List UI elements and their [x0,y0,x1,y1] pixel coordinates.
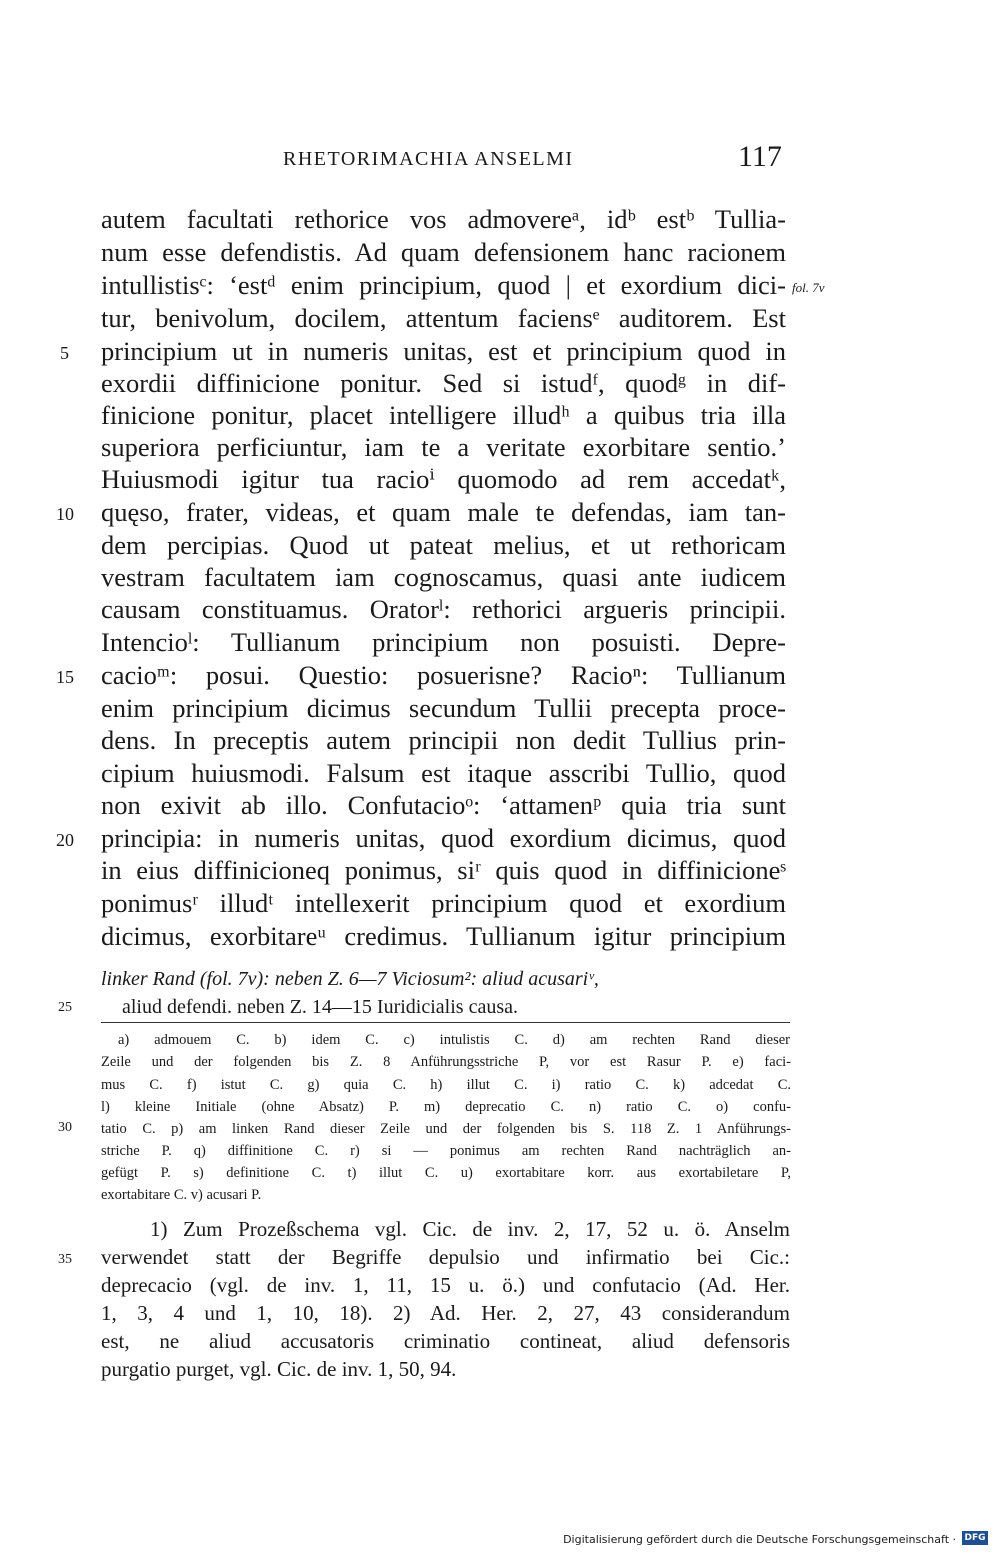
text-line: non exivit ab illo. Confutacioᵒ: ‘attamenᵖ quia tria sunt [101,790,786,820]
footnote-line: l) kleine Initiale (ohne Absatz) P. m) deprecatio C. n) ratio C. o) confu- [101,1099,791,1115]
text-line: principium ut in numeris unitas, est et principium quod in [101,336,786,366]
folio-margin-note: fol. 7v [792,280,825,295]
footnote-line: Zeile und der folgenden bis Z. 8 Anführungsstriche P, vor est Rasur P. e) faci- [101,1054,791,1070]
commentary-line: purgatio purget, vgl. Cic. de inv. 1, 50, 94. [101,1357,457,1381]
footnote-line: a) admouem C. b) idem C. c) intulistis C. d) am rechten Rand dieser [118,1032,790,1048]
line-number: 35 [58,1252,72,1267]
marginal-apparatus-line: aliud defendi. neben Z. 14—15 Iuridicialis causa. [122,996,518,1018]
text-line: dicimus, exorbitareᵘ credimus. Tullianum igitur principium [101,921,786,951]
text-line: finicione ponitur, placet intelligere illudʰ a quibus tria illa [101,400,786,430]
marginal-apparatus-line: linker Rand (fol. 7v): neben Z. 6—7 Viciosum²: aliud acusariᵛ, [101,968,599,990]
text-line: Intencioˡ: Tullianum principium non posuisti. Depre- [101,627,786,657]
text-line: superiora perficiuntur, iam te a veritate exorbitare sentio.’ [101,432,786,462]
text-line: Huiusmodi igitur tua racioⁱ quomodo ad rem accedatᵏ, [101,464,786,494]
text-line: dens. In preceptis autem principii non dedit Tullius prin- [101,725,786,755]
footnote-line: mus C. f) istut C. g) quia C. h) illut C. i) ratio C. k) adcedat C. [101,1077,791,1093]
text-line: quęso, frater, videas, et quam male te defendas, iam tan- [101,497,786,527]
dfg-logo: DFG [962,1531,988,1545]
footnote-line: gefügt P. s) definitione C. t) illut C. u) exortabitare korr. aus exortabiletare P, [101,1165,791,1181]
text-line: dem percipias. Quod ut pateat melius, et ut rethoricam [101,530,786,560]
commentary-line: verwendet statt der Begriffe depulsio und infirmatio bei Cic.: [101,1245,790,1269]
line-number: 20 [56,830,74,850]
text-line: exordii diffinicione ponitur. Sed si istudᶠ, quodᵍ in dif- [101,368,786,398]
line-number: 30 [58,1120,72,1135]
line-number: 5 [60,343,69,363]
text-line: causam constituamus. Oratorˡ: rethorici argueris principii. [101,594,786,624]
line-number: 25 [58,1000,72,1015]
footnote-divider [101,1022,790,1023]
commentary-line: deprecacio (vgl. de inv. 1, 11, 15 u. ö.) und confutacio (Ad. Her. [101,1273,790,1297]
text-line: ponimusʳ illudᵗ intellexerit principium quod et exordium [101,888,786,918]
text-line: enim principium dicimus secundum Tullii precepta proce- [101,693,786,723]
page-number: 117 [738,140,782,173]
footnote-line: tatio C. p) am linken Rand dieser Zeile und der folgenden bis S. 118 Z. 1 Anführungs- [101,1121,791,1137]
text-line: intullistisᶜ: ‘estᵈ enim principium, quod | et exordium dici- [101,270,786,300]
commentary-line: 1) Zum Prozeßschema vgl. Cic. de inv. 2, 17, 52 u. ö. Anselm [150,1217,790,1241]
digitization-credit: Digitalisierung gefördert durch die Deutsche Forschungsgemeinschaft · [563,1533,956,1546]
commentary-line: 1, 3, 4 und 1, 10, 18). 2) Ad. Her. 2, 27, 43 considerandum [101,1301,790,1325]
text-line: autem facultati rethorice vos admovereᵃ, idᵇ estᵇ Tullia- [101,204,786,234]
footnote-line: striche P. q) diffinitione C. r) si — ponimus am rechten Rand nachträglich an- [101,1143,791,1159]
text-line: cipium huiusmodi. Falsum est itaque asscribi Tullio, quod [101,758,786,788]
line-number: 10 [56,504,74,524]
text-line: in eius diffinicioneq ponimus, siʳ quis quod in diffinicioneˢ [101,855,786,885]
text-line: num esse defendistis. Ad quam defensionem hanc racionem [101,237,786,267]
text-line: vestram facultatem iam cognoscamus, quasi ante iudicem [101,562,786,592]
line-number: 15 [56,667,74,687]
text-line: cacioᵐ: posui. Questio: posuerisne? Racioⁿ: Tullianum [101,660,786,690]
text-line: principia: in numeris unitas, quod exordium dicimus, quod [101,823,786,853]
commentary-line: est, ne aliud accusatoris criminatio contineat, aliud defensoris [101,1329,790,1353]
footnote-line: exortabitare C. v) acusari P. [101,1187,262,1203]
running-header: RHETORIMACHIA ANSELMI [283,148,574,170]
text-line: tur, benivolum, docilem, attentum faciensᵉ auditorem. Est [101,303,786,333]
